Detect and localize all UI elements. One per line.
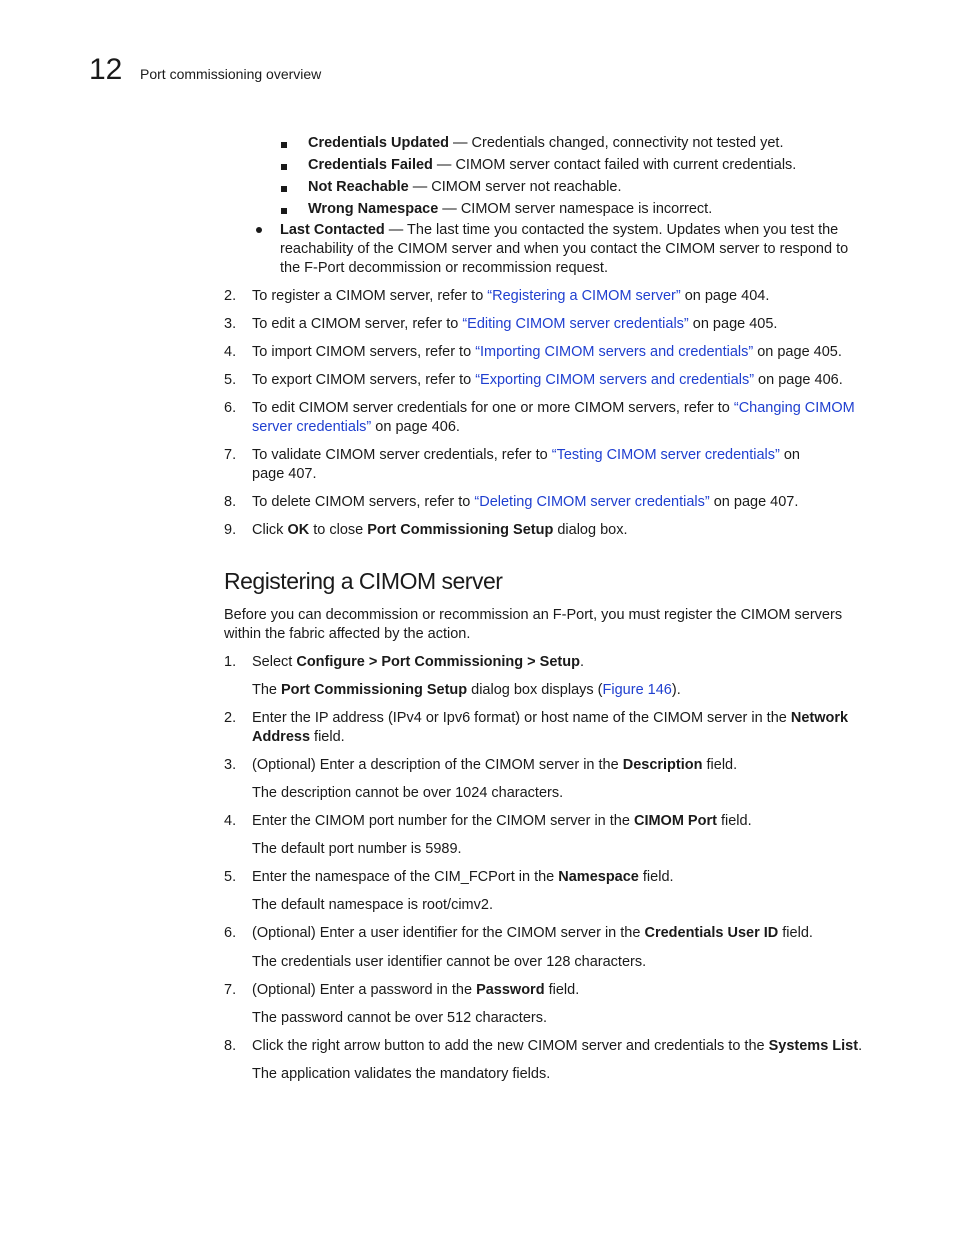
- step-text: (Optional) Enter a description of the CIMOM server in the: [252, 757, 623, 773]
- step-text: Select: [252, 654, 297, 670]
- step-7-text-line2: page 407.: [252, 466, 317, 482]
- step-text: field.: [702, 757, 738, 773]
- section-intro-line2: within the fabric affected by the action.: [224, 626, 471, 642]
- reg-step-8: [252, 1037, 862, 1056]
- step-text: To delete CIMOM servers, refer to: [252, 494, 475, 510]
- bullet-desc: — CIMOM server contact failed with current credentials.: [432, 157, 797, 173]
- step-8-text: [252, 493, 798, 512]
- link-importing-cimom-servers[interactable]: “Importing CIMOM servers and credentials”: [475, 344, 754, 360]
- step-text: To edit a CIMOM server, refer to: [252, 316, 463, 332]
- reg-step-3-note: The description cannot be over 1024 characters.: [252, 785, 564, 801]
- link-editing-cimom-credentials[interactable]: “Editing CIMOM server credentials”: [462, 316, 689, 332]
- reg-step-2: [252, 709, 848, 728]
- reg-step-7: [252, 981, 579, 1000]
- reg-step-6: [252, 924, 813, 943]
- square-bullet-icon: [281, 186, 287, 192]
- menu-path: Configure > Port Commissioning > Setup: [296, 654, 580, 670]
- step-number: 3.: [224, 757, 237, 773]
- bullet-term: Credentials Updated: [308, 135, 449, 151]
- step-text: Enter the CIMOM port number for the CIMOM server in the: [252, 813, 634, 829]
- step-text: Click: [252, 522, 288, 538]
- step-text: To edit CIMOM server credentials for one or more CIMOM servers, refer to: [252, 400, 734, 416]
- last-contacted-text: — The last time you contacted the system. Updates when you test the: [384, 222, 839, 238]
- field-name: Systems List: [768, 1038, 859, 1054]
- square-bullet-icon: [281, 164, 287, 170]
- step-number: 8.: [224, 1038, 237, 1054]
- link-registering-cimom-server[interactable]: “Registering a CIMOM server”: [487, 288, 681, 304]
- reg-step-4-note: The default port number is 5989.: [252, 841, 462, 857]
- bullet-term: Not Reachable: [308, 179, 409, 195]
- step-text: To export CIMOM servers, refer to: [252, 372, 476, 388]
- step-text: on page 406.: [754, 372, 843, 388]
- section-heading: Registering a CIMOM server: [224, 568, 503, 594]
- step-text: field.: [638, 869, 674, 885]
- field-name: Network: [790, 710, 849, 726]
- last-contacted-line2: reachability of the CIMOM server and when you contact the CIMOM server to respond to: [280, 241, 849, 257]
- step-text: (Optional) Enter a user identifier for the CIMOM server in the: [252, 925, 645, 941]
- reg-step-6-note: The credentials user identifier cannot be over 128 characters.: [252, 954, 647, 970]
- reg-step-5: [252, 868, 674, 887]
- link-exporting-cimom-servers[interactable]: “Exporting CIMOM servers and credentials”: [475, 372, 755, 388]
- bullet-wrong-namespace: [308, 200, 712, 219]
- step-text: .: [858, 1038, 863, 1054]
- step-text: To validate CIMOM server credentials, refer to: [252, 447, 552, 463]
- ok-label: OK: [287, 522, 310, 538]
- step-text: Enter the IP address (IPv4 or Ipv6 format) or host name of the CIMOM server in the: [252, 710, 791, 726]
- reg-step-1: [252, 653, 584, 672]
- step-number: 9.: [224, 522, 237, 538]
- dialog-name: Port Commissioning Setup: [281, 682, 468, 698]
- link-deleting-cimom-credentials[interactable]: “Deleting CIMOM server credentials”: [474, 494, 710, 510]
- step-number: 5.: [224, 372, 237, 388]
- step-text: on page 405.: [688, 316, 778, 332]
- step-2-text: [252, 287, 769, 306]
- chapter-number: 12: [89, 53, 123, 86]
- field-name: Address: [252, 729, 311, 745]
- section-intro-line1: Before you can decommission or recommission an F-Port, you must register the CIMOM servers: [224, 607, 843, 623]
- step-text: Click the right arrow button to add the new CIMOM server and credentials to the: [252, 1038, 769, 1054]
- step-text: (Optional) Enter a password in the: [252, 982, 477, 998]
- reg-step-7-note: The password cannot be over 512 characters.: [252, 1010, 547, 1026]
- bullet-not-reachable: [308, 178, 621, 197]
- link-changing-cimom-credentials-cont[interactable]: server credentials”: [252, 419, 372, 435]
- step-text: To import CIMOM servers, refer to: [252, 344, 476, 360]
- step-number: 7.: [224, 982, 237, 998]
- field-name: Password: [476, 982, 545, 998]
- step-text: ).: [671, 682, 681, 698]
- step-text: Enter the namespace of the CIM_FCPort in the: [252, 869, 559, 885]
- field-name: Credentials User ID: [644, 925, 779, 941]
- step-6-text: [252, 399, 855, 418]
- last-contacted-term: Last Contacted: [280, 222, 385, 238]
- bullet-term: Credentials Failed: [308, 157, 433, 173]
- step-number: 2.: [224, 710, 237, 726]
- last-contacted-line3: the F-Port decommission or recommission request.: [280, 260, 608, 276]
- step-text: on page 407.: [709, 494, 799, 510]
- field-name: Namespace: [558, 869, 639, 885]
- reg-step-2-line2: [252, 728, 345, 747]
- step-text: to close: [309, 522, 368, 538]
- bullet-desc: — CIMOM server namespace is incorrect.: [438, 201, 713, 217]
- square-bullet-icon: [281, 208, 287, 214]
- step-text: dialog box.: [553, 522, 628, 538]
- step-text: on: [779, 447, 800, 463]
- step-5-text: [252, 371, 843, 390]
- step-3-text: [252, 315, 777, 334]
- bullet-term: Wrong Namespace: [308, 201, 439, 217]
- step-7-text: [252, 446, 800, 465]
- last-contacted-line1: [280, 221, 838, 240]
- step-text: on page 406.: [371, 419, 460, 435]
- step-text: field.: [310, 729, 345, 745]
- bullet-credentials-failed: [308, 156, 796, 175]
- step-4-text: [252, 343, 842, 362]
- reg-step-4: [252, 812, 752, 831]
- step-text: field.: [778, 925, 813, 941]
- bullet-desc: — Credentials changed, connectivity not tested yet.: [449, 135, 784, 151]
- reg-step-1-note: [252, 681, 681, 700]
- field-name: Description: [622, 757, 703, 773]
- reg-step-5-note: The default namespace is root/cimv2.: [252, 897, 493, 913]
- reg-step-8-note: The application validates the mandatory fields.: [252, 1066, 551, 1082]
- link-testing-cimom-credentials[interactable]: “Testing CIMOM server credentials”: [551, 447, 780, 463]
- square-bullet-icon: [281, 142, 287, 148]
- step-number: 3.: [224, 316, 237, 332]
- step-number: 6.: [224, 400, 237, 416]
- step-9-text: [252, 521, 628, 540]
- step-text: on page 404.: [680, 288, 770, 304]
- bullet-credentials-updated: [308, 134, 784, 153]
- link-changing-cimom-credentials[interactable]: “Changing CIMOM: [733, 400, 855, 416]
- step-number: 5.: [224, 869, 237, 885]
- step-text: The: [252, 682, 282, 698]
- step-number: 8.: [224, 494, 237, 510]
- step-number: 4.: [224, 813, 237, 829]
- dialog-name: Port Commissioning Setup: [367, 522, 554, 538]
- step-text: dialog box displays (: [467, 682, 603, 698]
- field-name: CIMOM Port: [633, 813, 717, 829]
- step-text: field.: [716, 813, 752, 829]
- step-text: .: [579, 654, 584, 670]
- round-bullet-icon: [256, 227, 262, 233]
- step-text: field.: [544, 982, 580, 998]
- step-6-text-line2: [252, 418, 460, 437]
- step-number: 7.: [224, 447, 237, 463]
- step-text: on page 405.: [753, 344, 842, 360]
- step-number: 6.: [224, 925, 237, 941]
- reg-step-3: [252, 756, 737, 775]
- step-number: 4.: [224, 344, 237, 360]
- link-figure-146[interactable]: Figure 146: [602, 682, 672, 698]
- bullet-desc: — CIMOM server not reachable.: [408, 179, 622, 195]
- step-text: To register a CIMOM server, refer to: [252, 288, 488, 304]
- step-number: 2.: [224, 288, 237, 304]
- chapter-title: Port commissioning overview: [140, 66, 322, 82]
- step-number: 1.: [224, 654, 237, 670]
